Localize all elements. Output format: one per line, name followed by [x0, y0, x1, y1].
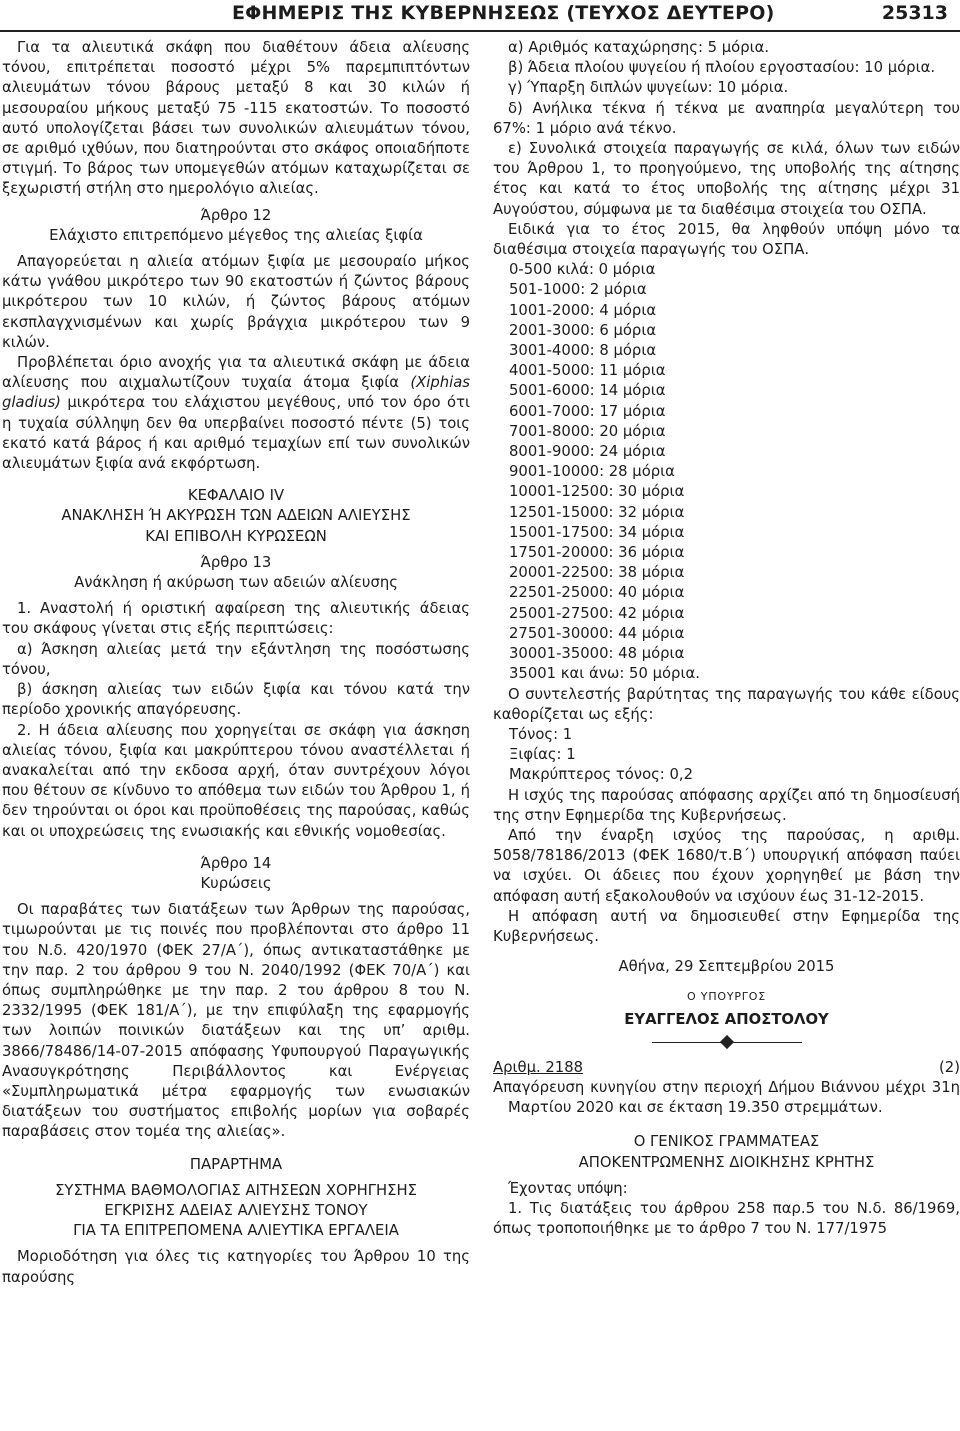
header-divider — [0, 30, 960, 32]
species-latin-name: (Xiphias gladius) — [2, 374, 470, 412]
article-12-title: Ελάχιστο επιτρεπόμενο μέγεθος της αλιείας ξιφία — [49, 226, 423, 244]
right-column — [493, 38, 960, 1428]
annex-title-line-1: ΣΥΣΤΗΜΑ ΒΑΘΜΟΛΟΓΙΑΣ ΑΙΤΗΣΕΩΝ ΧΟΡΗΓΗΣΗΣ — [55, 1181, 417, 1199]
score-row: 501-1000: 2 μόρια — [509, 281, 647, 299]
score-row: 25001-27500: 42 μόρια — [509, 604, 685, 622]
score-row: 35001 και άνω: 50 μόρια. — [509, 665, 700, 683]
criterion-e: ε) Συνολικά στοιχεία παραγωγής σε κιλά, όλων των ειδών του Άρθρου 1, το προηγούμενο, της υποβολής της αίτησης έτος και κατά το έτος υποβολής της αίτησης μέχρι 31 Αυγούστου, σύμφωνα με τα διαθέσιμα στοιχεία του ΟΣΠΑ. — [493, 140, 960, 218]
score-row: 5001-6000: 14 μόρια — [509, 382, 666, 400]
score-row: 30001-35000: 48 μόρια — [509, 645, 685, 663]
decision-number: Αριθμ. 2188 — [493, 1058, 584, 1076]
score-table — [493, 260, 960, 684]
coefficient-swordfish: Ξιφίας: 1 — [509, 746, 576, 764]
chapter-title-line-1: ΑΝΑΚΛΗΣΗ Ή ΑΚΥΡΩΣΗ ΤΩΝ ΑΔΕΙΩΝ ΑΛΙΕΥΣΗΣ — [61, 507, 411, 525]
authority-line-1: Ο ΓΕΝΙΚΟΣ ΓΡΑΜΜΑΤΕΑΣ — [633, 1133, 820, 1151]
annex-title-line-2: ΕΓΚΡΙΣΗΣ ΑΔΕΙΑΣ ΑΛΙΕΥΣΗΣ ΤΟΝΟΥ — [104, 1201, 368, 1219]
decision-title: Απαγόρευση κυνηγίου στην περιοχή Δήμου Βιάννου μέχρι 31η Μαρτίου 2020 και σε έκταση 19.350 στρεμμάτων. — [493, 1078, 960, 1117]
publish-paragraph: Η απόφαση αυτή να δημοσιευθεί στην Εφημερίδα της Κυβερνήσεως. — [493, 907, 960, 945]
decision-marker: (2) — [939, 1058, 960, 1076]
score-row: 20001-22500: 38 μόρια — [509, 564, 685, 582]
coefficient-tuna: Τόνος: 1 — [509, 725, 573, 743]
gazette-title: ΕΦΗΜΕΡΙΣ ΤΗΣ ΚΥΒΕΡΝΗΣΕΩΣ (ΤΕΥΧΟΣ ΔΕΥΤΕΡΟ) — [232, 2, 775, 24]
score-row: 15001-17500: 34 μόρια — [509, 523, 685, 541]
article-13-heading: Άρθρο 13 — [200, 553, 272, 571]
article-13-paragraph-1: 1. Αναστολή ή οριστική αφαίρεση της αλιευτικής άδειας του σκάφους γίνεται στις εξής περιπτώσεις: — [2, 600, 470, 638]
score-row: 17501-20000: 36 μόρια — [509, 544, 685, 562]
place-and-date: Αθήνα, 29 Σεπτεμβρίου 2015 — [618, 958, 835, 976]
coefficient-albacore: Μακρύπτερος τόνος: 0,2 — [509, 766, 694, 784]
score-row: 7001-8000: 20 μόρια — [509, 422, 666, 440]
article-12-paragraph-2-start: Προβλέπεται όριο ανοχής για τα αλιευτικά σκάφη με άδεια αλίευσης που αιχμαλωτίζουν τυχαία άτομα ξιφία — [2, 354, 470, 392]
criterion-d: δ) Ανήλικα τέκνα ή τέκνα με αναπηρία μεγαλύτερη του 67%: 1 μόριο ανά τέκνο. — [493, 99, 960, 137]
coefficient-intro: Ο συντελεστής βαρύτητας της παραγωγής του κάθε είδους καθορίζεται ως εξής: — [493, 685, 960, 723]
score-row: 22501-25000: 40 μόρια — [509, 584, 685, 602]
article-12-paragraph-1: Απαγορεύεται η αλιεία ατόμων ξιφία με μεσουραίο μήκος κάτω γνάθου μικρότερο των 90 εκατοστών ή ζώντος βάρους μικρότερου των 10 κιλών, ή ζώντος βάρους ατόμων εκσπλαγχνισμένων και χωρίς βράγχια μικρότερου των 9 κιλών. — [2, 253, 470, 351]
criterion-g: γ) Ύπαρξη διπλών ψυγείων: 10 μόρια. — [508, 79, 789, 97]
criterion-b: β) Άδεια πλοίου ψυγείου ή πλοίου εργοστασίου: 10 μόρια. — [508, 59, 936, 77]
article-14-heading: Άρθρο 14 — [200, 854, 272, 872]
score-row: 8001-9000: 24 μόρια — [509, 443, 666, 461]
score-row: 10001-12500: 30 μόρια — [509, 483, 685, 501]
score-row: 2001-3000: 6 μόρια — [509, 321, 657, 339]
intro-paragraph: Για τα αλιευτικά σκάφη που διαθέτουν άδεια αλίευσης τόνου, επιτρέπεται ποσοστό μέχρι 5% παρεμπιπτόντων αλιευμάτων τόνου βάρους μεταξύ 8 και 30 κιλών ή μεσουραίου μήκους μεταξύ 75 -115 εκατοστών. Το ποσοστό αυτό υπολογίζεται βάσει των συνολικών αλιευμάτων τόνου, σε αριθμό ιχθύων, που διατηρούνται στο σκάφος οποιαδήποτε στιγμή. Το βάρος των υπομεγεθών ατόμων καταχωρίζεται σε ξεχωριστή στήλη στο ημερολόγιο αλιείας. — [2, 39, 470, 198]
diamond-ornament-icon — [719, 1035, 733, 1049]
score-row: 12501-15000: 32 μόρια — [509, 503, 685, 521]
article-14-title: Κυρώσεις — [200, 874, 272, 892]
signer-name: ΕΥΑΓΓΕΛΟΣ ΑΠΟΣΤΟΛΟΥ — [624, 1010, 829, 1028]
having-regard: Έχοντας υπόψη: — [508, 1179, 628, 1197]
validity-paragraph: Η ισχύς της παρούσας απόφασης αρχίζει από τη δημοσίευσή της στην Εφημερίδα της Κυβερνήσεως. — [493, 786, 960, 824]
article-12-paragraph-2-end: μικρότερα του ελάχιστου μεγέθους, υπό τον όρο ότι η τυχαία σύλληψη δεν θα υπερβαίνει ποσοστό πέντε (5) τοις εκατό κατά βάρος ή και αριθμό τεμαχίων επί των συνολικών αλιευμάτων ξιφία ανά εκφόρτωση. — [2, 394, 470, 473]
annex-paragraph: Μοριοδότηση για όλες τις κατηγορίες του Άρθρου 10 της παρούσης — [2, 1248, 470, 1286]
score-row: 4001-5000: 11 μόρια — [509, 362, 666, 380]
article-12-paragraph-2 — [2, 353, 470, 474]
article-13-title: Ανάκληση ή ακύρωση των αδειών αλίευσης — [74, 574, 398, 592]
score-row: 1001-2000: 4 μόρια — [509, 301, 657, 319]
section-divider — [652, 1034, 802, 1052]
chapter-heading: ΚΕΦΑΛΑΙΟ IV — [187, 487, 285, 505]
chapter-title-line-2: ΚΑΙ ΕΠΙΒΟΛΗ ΚΥΡΩΣΕΩΝ — [145, 527, 327, 545]
signer-title: Ο ΥΠΟΥΡΓΟΣ — [687, 990, 766, 1004]
left-column — [2, 38, 470, 1428]
decision-header — [493, 1058, 960, 1078]
article-13-item-a: α) Άσκηση αλιείας μετά την εξάντληση της ποσόστωσης τόνου, — [2, 640, 470, 678]
annex-title-line-3: ΓΙΑ ΤΑ ΕΠΙΤΡΕΠΟΜΕΝΑ ΑΛΙΕΥΤΙΚΑ ΕΡΓΑΛΕΙΑ — [73, 1222, 399, 1240]
regard-item-1: 1. Τις διατάξεις του άρθρου 258 παρ.5 του Ν.δ. 86/1969, όπως τροποποιήθηκε με το άρθρο 7 του Ν. 177/1975 — [493, 1199, 960, 1238]
special-2015-note: Ειδικά για το έτος 2015, θα ληφθούν υπόψη μόνο τα διαθέσιμα στοιχεία παραγωγής του ΟΣΠΑ. — [493, 220, 960, 259]
page-number: 25313 — [881, 2, 948, 24]
article-12-heading: Άρθρο 12 — [200, 206, 272, 224]
score-row: 3001-4000: 8 μόρια — [509, 342, 657, 360]
annex-heading: ΠΑΡΑΡΤΗΜΑ — [189, 1155, 283, 1173]
criterion-a: α) Αριθμός καταχώρησης: 5 μόρια. — [508, 39, 770, 56]
article-14-paragraph: Οι παραβάτες των διατάξεων των Άρθρων της παρούσας, τιμωρούνται με τις ποινές που προβλέπονται στο άρθρο 11 του Ν.δ. 420/1970 (ΦΕΚ 27/Α΄), όπως αντικαταστάθηκε με την παρ. 2 του άρθρου 9 του Ν. 2040/1992 (ΦΕΚ 70/Α΄) και όπως συμπληρώθηκε με την παρ. 2 του άρθρου 8 του Ν. 2332/1995 (ΦΕΚ 181/Α΄), με την επιφύλαξη της εφαρμογής των λοιπών ποινικών διατάξεων και της υπ’ αριθμ. 3866/78486/14-07-2015 απόφασης Υφυπουργού Παραγωγικής Ανασυγκρότησης Περιβάλλοντος και Ενέργειας «Συμπληρωματικά μέτρα εφαρμογής των ενωσιακών διατάξεων του συστήματος επιβολής μορίων για σοβαρές παραβάσεις στον τομέα της αλιείας». — [2, 901, 470, 1141]
article-13-paragraph-2: 2. Η άδεια αλίευσης που χορηγείται σε σκάφη για άσκηση αλιείας τόνου, ξιφία και μακρύπτερου τόνου αναστέλλεται ή ανακαλείται από την εκδοσα αρχή, όταν συντρέχουν λόγοι που θέτουν σε κίνδυνο το απόθεμα των ειδών του Άρθρου 1, ή δεν τηρούνται οι όροι και προϋποθέσεις της παρούσας, καθώς και οι υποχρεώσεις της ενωσιακής και εθνικής νομοθεσίας. — [2, 721, 470, 840]
page-header — [0, 0, 960, 28]
score-row: 9001-10000: 28 μόρια — [509, 463, 675, 481]
score-row: 27501-30000: 44 μόρια — [509, 624, 685, 642]
article-13-item-b: β) άσκηση αλιείας των ειδών ξιφία και τόνου κατά την περίοδο χρονικής απαγόρευσης. — [2, 681, 470, 719]
score-row: 6001-7000: 17 μόρια — [509, 402, 666, 420]
score-row: 0-500 κιλά: 0 μόρια — [509, 261, 656, 279]
authority-line-2: ΑΠΟΚΕΝΤΡΩΜΕΝΗΣ ΔΙΟΙΚΗΣΗΣ ΚΡΗΤΗΣ — [578, 1153, 875, 1171]
repeal-paragraph: Από την έναρξη ισχύος της παρούσας, η αριθμ. 5058/78186/2013 (ΦΕΚ 1680/τ.Β΄) υπουργική απόφαση παύει να ισχύει. Οι άδειες που έχουν χορηγηθεί με βάση την απόφαση αυτή εξακολουθούν να ισχύουν έως 31-12-2015. — [493, 826, 960, 905]
